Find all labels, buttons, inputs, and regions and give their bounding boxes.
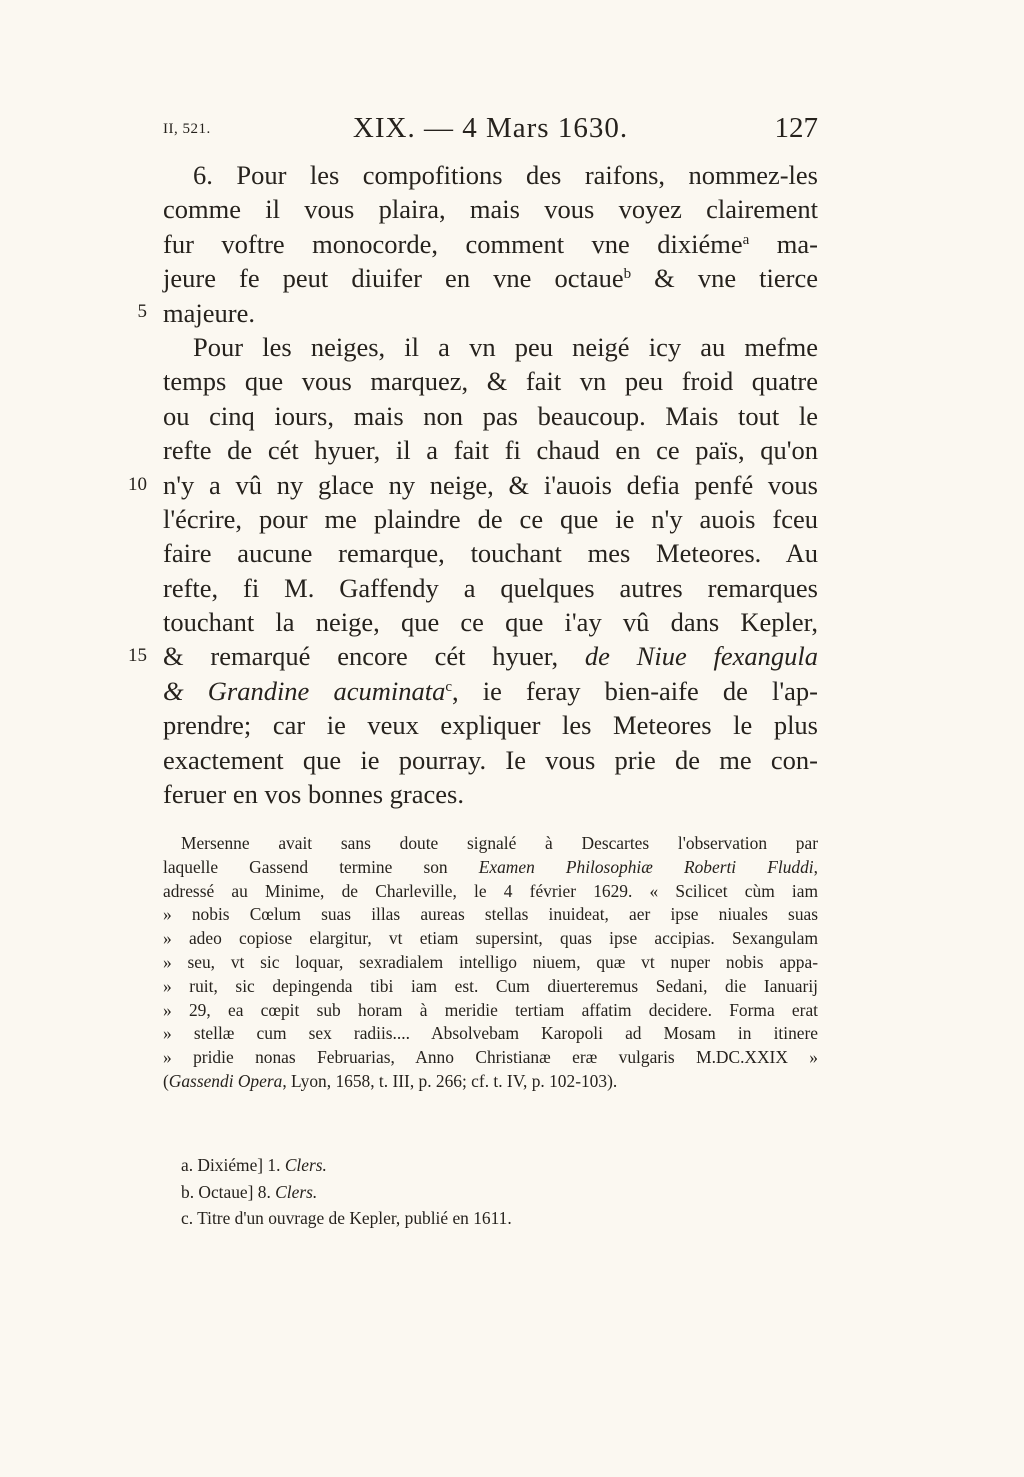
text-line: jeure fe peut diuifer en vne octaue$^b$ & vne tierce bbox=[163, 263, 819, 294]
text-line: touchant la neige, que ce que i'ay vû dans Kepler, bbox=[163, 607, 818, 638]
text-line: exactement que ie pourray. Ie vous prie de me con- bbox=[163, 744, 818, 775]
line-number: 15 bbox=[128, 645, 147, 666]
note-line: » nobis Cœlum suas illas aureas stellas inuideat, aer ipse niuales suas bbox=[163, 904, 818, 925]
apparatus-entry: a. Dixiéme] 1. Clers. bbox=[181, 1155, 327, 1175]
note-line: » 29, ea cœpit sub horam à meridie tertiam affatim decidere. Forma erat bbox=[163, 999, 818, 1020]
letter-text bbox=[128, 158, 819, 811]
book-title: de Niue fexangula bbox=[584, 641, 819, 672]
text-line: Pour les neiges, il a vn peu neigé icy au mefme bbox=[193, 331, 818, 362]
note-line: » adeo copiose elargitur, vt etiam supersint, quas ipse accipias. Sexangulam bbox=[163, 928, 818, 949]
letter-title: XIX. — 4 Mars 1630. bbox=[352, 112, 629, 144]
text-line: l'écrire, pour me plaindre de ce que ie n'y auois fceu bbox=[163, 503, 818, 534]
critical-apparatus bbox=[181, 1152, 512, 1232]
note-line: Mersenne avait sans doute signalé à Descartes l'observation par bbox=[181, 833, 818, 853]
note-line: » ruit, sic depingenda tibi iam est. Cum diuerteremus Sedani, die Ianuarij bbox=[163, 975, 818, 996]
running-head bbox=[163, 112, 818, 148]
footnote-marker: b bbox=[623, 266, 632, 283]
text-line: temps que vous marquez, & fait vn peu froid quatre bbox=[163, 366, 818, 397]
text-line: majeure. bbox=[163, 297, 255, 328]
text-line: & Grandine acuminata$^c$, ie feray bien-aife de l'ap- bbox=[163, 675, 819, 706]
note-line: (Gassendi Opera, Lyon, 1658, t. III, p. 266; cf. t. IV, p. 102-103). bbox=[163, 1070, 618, 1091]
text-line: n'y a vû ny glace ny neige, & i'auois defia penfé vous bbox=[163, 469, 818, 500]
text-line: feruer en vos bonnes graces. bbox=[163, 779, 464, 810]
editorial-note bbox=[163, 832, 818, 1094]
note-line: adressé au Minime, de Charleville, le 4 février 1629. « Scilicet cùm iam bbox=[163, 880, 818, 901]
text-line: ou cinq iours, mais non pas beaucoup. Mais tout le bbox=[163, 400, 818, 431]
text-line: refte de cét hyuer, il a fait fi chaud en ce païs, qu'on bbox=[163, 435, 818, 466]
apparatus-source: Clers. bbox=[275, 1181, 318, 1202]
book-title: Examen Philosophiæ Roberti Fluddi bbox=[478, 856, 814, 877]
text-line: faire aucune remarque, touchant mes Meteores. Au bbox=[163, 538, 818, 569]
text-line: refte, fi M. Gaffendy a quelques autres remarques bbox=[163, 572, 818, 603]
footnote-marker: a bbox=[742, 231, 750, 248]
note-line: » stellæ cum sex radiis.... Absolvebam Karopoli ad Mosam in itinere bbox=[163, 1023, 818, 1044]
page-number: 127 bbox=[774, 112, 818, 144]
note-line: laquelle Gassend termine son Examen Philosophiæ Roberti Fluddi, bbox=[163, 856, 818, 877]
apparatus-source: Clers. bbox=[284, 1155, 327, 1175]
line-number: 10 bbox=[128, 474, 147, 495]
text-line: fur voftre monocorde, comment vne dixiéme$^a$ ma- bbox=[163, 228, 818, 259]
book-title: Gassendi Opera bbox=[168, 1070, 283, 1091]
note-line: » seu, vt sic loquar, sexradialem intelligo niuem, quæ vt nuper nobis appa- bbox=[163, 951, 818, 972]
footnote-marker: c bbox=[445, 678, 453, 695]
text-line: prendre; car ie veux expliquer les Meteores le plus bbox=[163, 710, 818, 741]
text-line: 6. Pour les compofitions des raifons, nommez-les bbox=[193, 160, 818, 190]
apparatus-entry: b. Octaue] 8. Clers. bbox=[181, 1181, 318, 1202]
text-line: comme il vous plaira, mais vous voyez clairement bbox=[163, 194, 818, 225]
edition-reference: II, 521. bbox=[163, 121, 211, 137]
line-number: 5 bbox=[137, 301, 147, 322]
note-line: » pridie nonas Februarias, Anno Christianæ eræ vulgaris M.DC.XXIX » bbox=[163, 1047, 818, 1068]
apparatus-entry: c. Titre d'un ouvrage de Kepler, publié en 1611. bbox=[181, 1208, 512, 1229]
book-title: & Grandine acuminata bbox=[163, 675, 446, 706]
text-line: & remarqué encore cét hyuer, de Niue fexangula bbox=[163, 641, 819, 672]
